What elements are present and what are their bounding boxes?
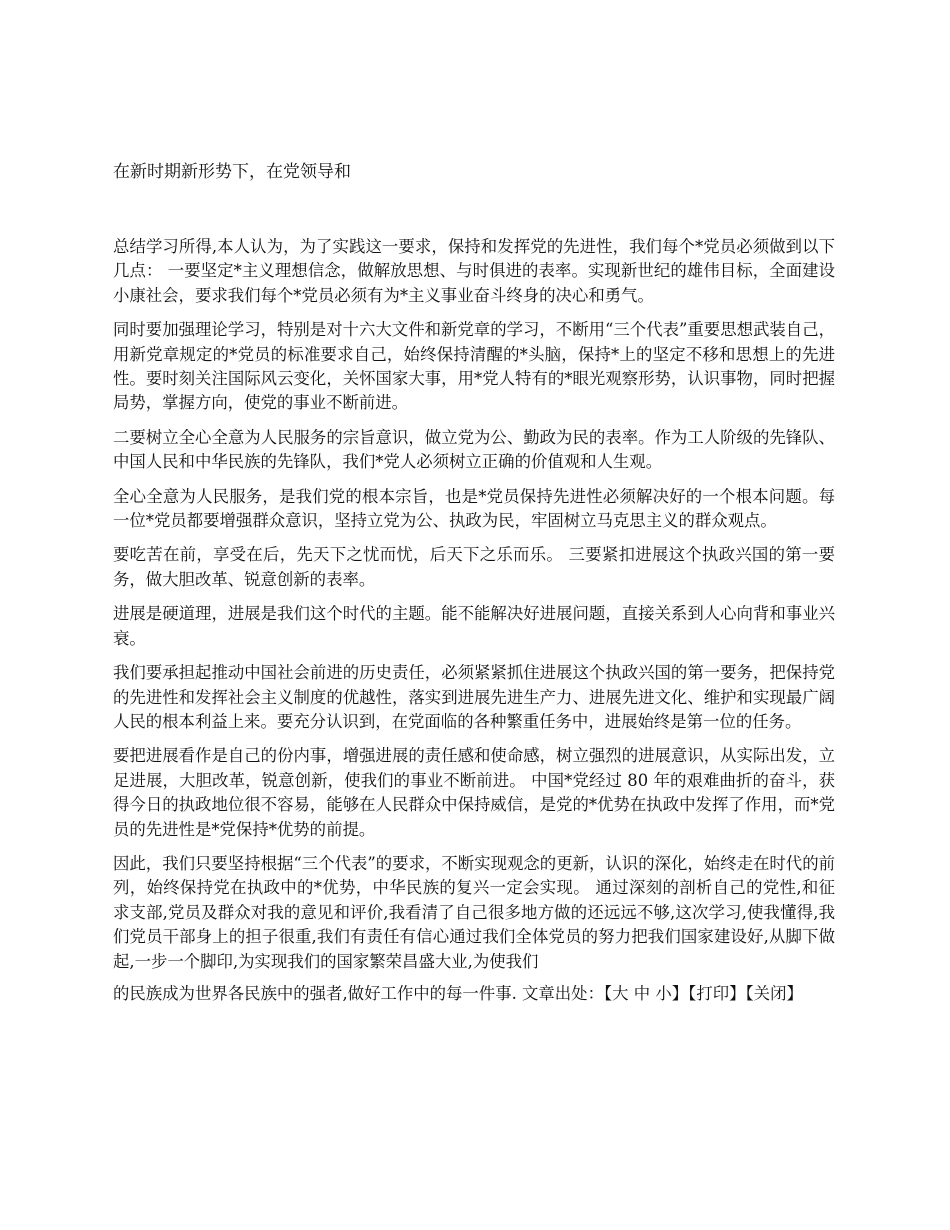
document-heading: 在新时期新形势下，在党领导和 — [113, 162, 351, 182]
paragraph: 我们要承担起推动中国社会前进的历史责任，必须紧紧抓住进展这个执政兴国的第一要务，把保持党的先进性和发挥社会主义制度的优越性，落实到进展先进生产力、进展先进文化、维护和实现最广阔人民的根本利益上来。要充分认识到，在党面临的各种繁重任务中，进展始终是第一位的任务。 — [113, 663, 835, 731]
paragraph: 全心全意为人民服务，是我们党的根本宗旨，也是*党员保持先进性必须解决好的一个根本问题。每一位*党员都要增强群众意识，坚持立党为公、执政为民，牢固树立马克思主义的群众观点。 — [113, 486, 835, 531]
paragraph: 要吃苦在前，享受在后，先天下之忧而忧，后天下之乐而乐。 三要紧扣进展这个执政兴国的第一要务，做大胆改革、锐意创新的表率。 — [113, 545, 835, 589]
paragraph: 进展是硬道理，进展是我们这个时代的主题。能不能解决好进展问题，直接关系到人心向背和事业兴衰。 — [113, 604, 835, 648]
paragraph: 因此，我们只要坚持根据“三个代表”的要求，不断实现观念的更新，认识的深化，始终走在时代的前列，始终保持党在执政中的*优势，中华民族的复兴一定会实现。 通过深刻的剖析自己的党性,和征求支部,党员及群众对我的意见和评价,我看清了自己很多地方做的还远远不够,这次学习,使我懂得,我们党员干部身上的担子很重,我们有责任有信心通过我们全体党员的努力把我们国家建设好,从脚下做起,一步一个脚印,为实现我们的国家繁荣昌盛大业,为使我们 — [113, 853, 835, 971]
paragraph: 总结学习所得,本人认为，为了实践这一要求，保持和发挥党的先进性，我们每个*党员必须做到以下几点： 一要坚定*主义理想信念，做解放思想、与时俱进的表率。实现新世纪的雄伟目标，全面建设小康社会，要求我们每个*党员必须有为*主义事业奋斗终身的决心和勇气。 — [113, 237, 835, 305]
paragraph: 要把进展看作是自己的份内事，增强进展的责任感和使命感，树立强烈的进展意识，从实际出发，立足进展，大胆改革，锐意创新，使我们的事业不断前进。 中国*党经过 80 年的艰难曲折的奋斗，获得今日的执政地位很不容易，能够在人民群众中保持威信，是党的*优势在执政中发挥了作用，而*党员的先进性是*党保持*优势的前提。 — [113, 746, 835, 839]
document-body — [113, 235, 835, 1016]
paragraph: 同时要加强理论学习，特别是对十六大文件和新党章的学习，不断用“三个代表”重要思想武装自己，用新党章规定的*党员的标准要求自己，始终保持清醒的*头脑，保持*上的坚定不移和思想上的先进性。要时刻关注国际风云变化，关怀国家大事，用*党人特有的*眼光观察形势，认识事物，同时把握局势，掌握方向，使党的事业不断前进。 — [113, 320, 835, 413]
paragraph: 的民族成为世界各民族中的强者,做好工作中的每一件事. 文章出处：【大 中 小】【打印】【关闭】 — [113, 983, 803, 1003]
paragraph: 二要树立全心全意为人民服务的宗旨意识，做立党为公、勤政为民的表率。作为工人阶级的先锋队、中国人民和中华民族的先锋队，我们*党人必须树立正确的价值观和人生观。 — [113, 427, 835, 472]
